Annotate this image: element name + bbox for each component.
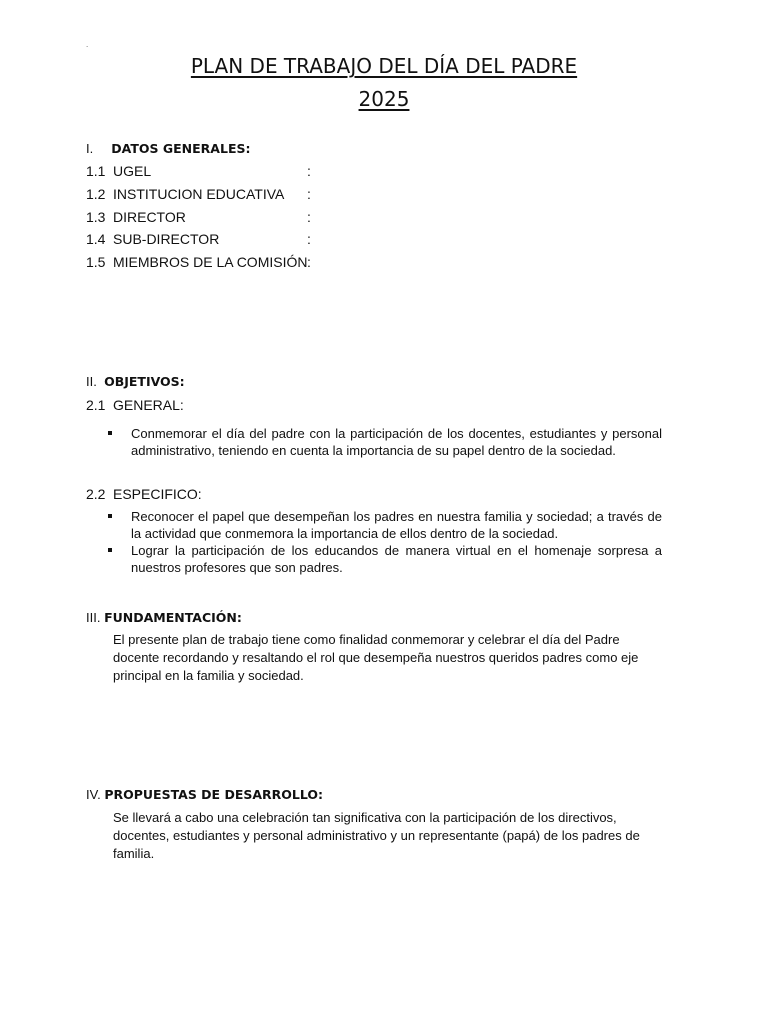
data-row-institucion: [86, 186, 311, 202]
item-label: ESPECIFICO:: [113, 486, 202, 502]
section-label: FUNDAMENTACIÓN:: [104, 610, 242, 625]
item-label: INSTITUCION EDUCATIVA: [113, 186, 285, 202]
item-colon: :: [307, 254, 311, 270]
section-heading-propuestas: [86, 787, 323, 802]
bullet-square-icon: [108, 514, 112, 518]
item-label: MIEMBROS DE LA COMISIÓN: [113, 254, 308, 270]
item-colon: :: [307, 231, 311, 247]
section-label: DATOS GENERALES:: [111, 141, 251, 156]
section-number: II.: [86, 374, 97, 389]
list-item-text: Lograr la participación de los educandos de manera virtual en el homenaje sorpresa a nuestros profesores que son padres.: [131, 543, 662, 575]
document-title-line1: PLAN DE TRABAJO DEL DÍA DEL PADRE: [190, 54, 578, 78]
data-row-subdirector: [86, 231, 311, 247]
fundamentacion-paragraph: El presente plan de trabajo tiene como finalidad conmemorar y celebrar el día del Padre docente recordando y resaltando el rol que desempeña nuestros queridos padres como eje principal en la familia y sociedad.: [113, 632, 639, 683]
list-item-text: Reconocer el papel que desempeñan los padres en nuestra familia y sociedad; a través de la actividad que conmemora la importancia de ellos dentro de la sociedad.: [131, 509, 662, 541]
list-item-text: Conmemorar el día del padre con la participación de los docentes, estudiantes y personal administrativo, teniendo en cuenta la importancia de su papel dentro de la sociedad.: [131, 426, 662, 458]
item-colon: :: [307, 209, 311, 225]
item-label: DIRECTOR: [113, 209, 186, 225]
item-number: 1.2: [86, 186, 106, 202]
item-colon: :: [307, 163, 311, 179]
subsection-general: [86, 397, 184, 413]
item-label: GENERAL:: [113, 397, 184, 413]
item-number: 2.2: [86, 486, 106, 502]
item-number: 1.3: [86, 209, 106, 225]
item-number: 1.5: [86, 254, 106, 270]
item-number: 1.1: [86, 163, 106, 179]
item-number: 2.1: [86, 397, 106, 413]
section-label: PROPUESTAS DE DESARROLLO:: [104, 787, 324, 802]
item-colon: :: [307, 186, 311, 202]
document-title-line2: 2025: [358, 87, 410, 111]
section-label: OBJETIVOS:: [104, 374, 185, 389]
list-item: [106, 425, 662, 459]
list-item: [106, 542, 662, 576]
section-heading-fundamentacion: [86, 610, 242, 625]
bullet-square-icon: [108, 431, 112, 435]
section-heading-datos-generales: [86, 141, 251, 156]
section-number: IV.: [86, 787, 101, 802]
item-label: UGEL: [113, 163, 152, 179]
data-row-ugel: [86, 163, 311, 179]
data-row-comision: [86, 254, 311, 270]
list-item: [106, 508, 662, 542]
item-label: SUB-DIRECTOR: [113, 231, 220, 247]
especifico-bullet-list: [106, 508, 662, 576]
section-number: III.: [86, 610, 101, 625]
corner-mark: .: [86, 40, 89, 49]
section-number: I.: [86, 141, 94, 156]
item-number: 1.4: [86, 231, 106, 247]
data-row-director: [86, 209, 311, 225]
section-heading-objetivos: [86, 374, 185, 389]
subsection-especifico: [86, 486, 202, 502]
bullet-square-icon: [108, 548, 112, 552]
propuestas-paragraph: Se llevará a cabo una celebración tan significativa con la participación de los directivos, docentes, estudiantes y personal administrativo y un representante (papá) de los padres de familia.: [113, 810, 640, 861]
general-bullet-list: [106, 425, 662, 459]
